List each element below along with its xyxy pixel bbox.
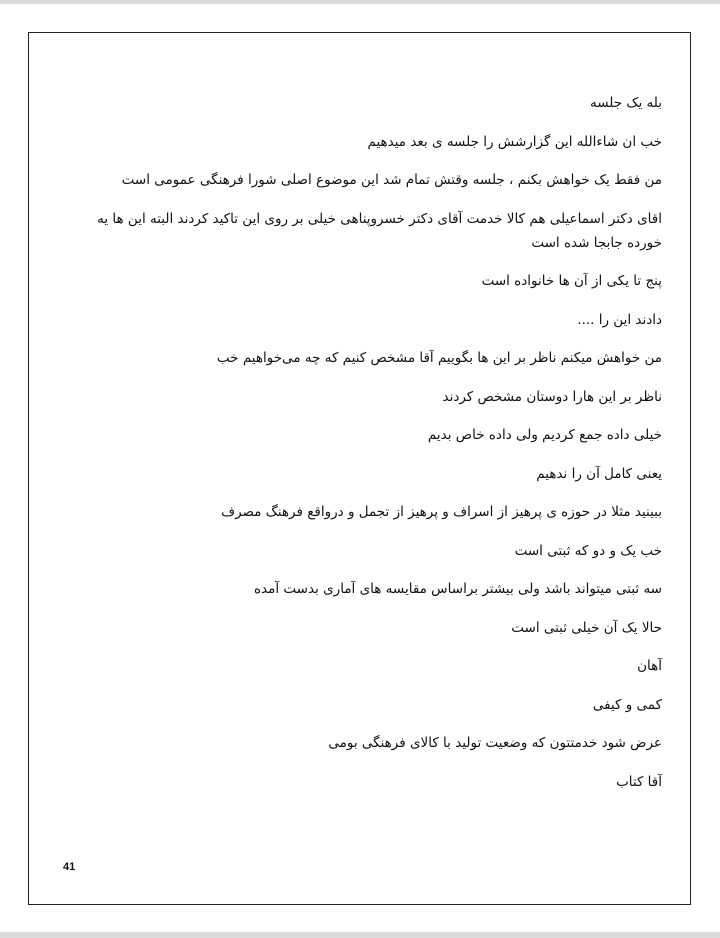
text-line: سه ثبتی میتواند باشد ولی بیشتر براساس مقایسه های آماری بدست آمده [253,581,662,597]
document-page [28,32,691,905]
page-number: 41 [63,861,76,873]
text-line: یعنی کامل آن را ندهیم [536,465,662,482]
text-line: دادند این را .... [577,311,662,328]
text-line: کمی و کیفی [592,696,662,713]
text-line: من فقط یک خواهش بکنم ، جلسه وقتش تمام شد این موضوع اصلی شورا فرهنگی عمومی است [121,172,662,188]
text-line: بله یک جلسه [590,95,662,111]
page-body-text [67,91,662,808]
viewer-bottom-edge [0,932,720,938]
text-line: پنج تا یکی از آن ها خانواده است [481,273,662,289]
text-line: من خواهش میکنم ناظر بر این ها بگوییم آقا مشخص کنیم که چه می‌خواهیم خب [216,350,662,366]
text-line: اقای دکتر اسماعیلی هم کالا خدمت آقای دکتر خسروپناهی خیلی بر روی این تاکید کردند البته این ها یه خورده جابجا شده است [97,210,662,251]
text-line: ببینید مثلا در حوزه ی پرهیز از اسراف و پرهیز از تجمل و درواقع فرهنگ مصرف [221,504,662,520]
text-line: خب ان شاءالله این گزارشش را جلسه ی بعد میدهیم [367,133,662,150]
text-line: خیلی داده جمع کردیم ولی داده خاص بدیم [427,427,662,443]
text-line: آقا کتاب [616,773,662,790]
viewer-top-edge [0,0,720,4]
text-line: عرض شود خدمتتون که وضعیت تولید با کالای فرهنگی بومی [328,735,662,751]
text-line: حالا یک آن خیلی ثبتی است [511,619,662,636]
text-line: خب یک و دو که ثبتی است [514,542,662,559]
text-line: ناظر بر این هارا دوستان مشخص کردند [442,388,662,405]
text-line: آهان [637,658,662,674]
